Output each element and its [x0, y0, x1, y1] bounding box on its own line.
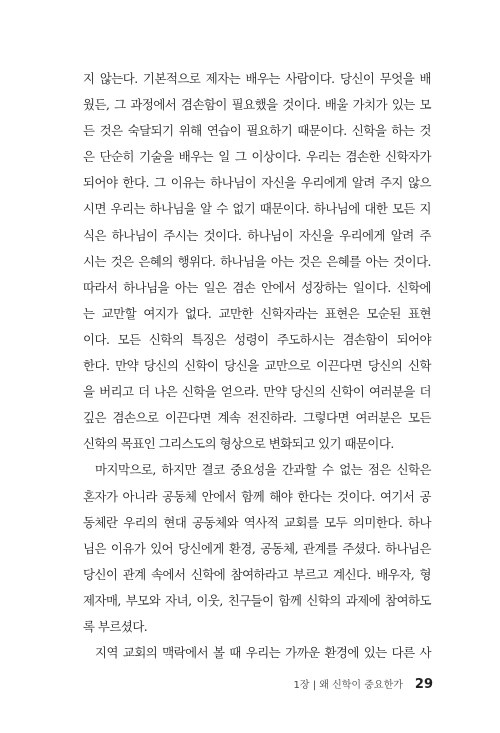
text-line: 혼자가 아니라 공동체 안에서 함께 해야 한다는 것이다. 여기서 공	[83, 488, 431, 504]
text-line: 님은 이유가 있어 당신에게 환경, 공동체, 관계를 주셨다. 하나님은	[83, 540, 431, 556]
text-line: 이다. 모든 신학의 특징은 성령이 주도하시는 겸손함이 되어야	[83, 331, 431, 347]
body-text	[83, 66, 431, 666]
text-line: 되어야 한다. 그 이유는 하나님이 자신을 우리에게 알려 주지 않으	[83, 175, 431, 191]
paragraph	[83, 640, 431, 666]
text-line: 마지막으로, 하지만 결코 중요성을 간과할 수 없는 점은 신학은	[95, 462, 431, 478]
text-line: 신학의 목표인 그리스도의 형상으로 변화되고 있기 때문이다.	[83, 436, 394, 452]
text-line: 제자매, 부모와 자녀, 이웃, 친구들이 함께 신학의 과제에 참여하도	[83, 592, 431, 608]
text-line: 는 교만할 여지가 없다. 교만한 신학자라는 표현은 모순된 표현	[83, 305, 431, 321]
text-line: 동체란 우리의 현대 공동체와 역사적 교회를 모두 의미한다. 하나	[83, 514, 431, 530]
text-line: 시면 우리는 하나님을 알 수 없기 때문이다. 하나님에 대한 모든 지	[83, 201, 431, 217]
text-line: 한다. 만약 당신의 신학이 당신을 교만으로 이끈다면 당신의 신학	[83, 358, 431, 374]
text-line: 따라서 하나님을 아는 일은 겸손 안에서 성장하는 일이다. 신학에	[83, 279, 431, 295]
text-line: 식은 하나님이 주시는 것이다. 하나님이 자신을 우리에게 알려 주	[83, 227, 431, 243]
text-line: 당신이 관계 속에서 신학에 참여하라고 부르고 계신다. 배우자, 형	[83, 566, 431, 582]
text-line: 록 부르셨다.	[83, 618, 148, 634]
paragraph	[83, 457, 431, 640]
chapter-title: 1장 | 왜 신학이 중요한가	[293, 680, 403, 691]
text-line: 지 않는다. 기본적으로 제자는 배우는 사람이다. 당신이 무엇을 배	[83, 71, 431, 86]
paragraph	[83, 66, 431, 457]
text-line: 든 것은 숙달되기 위해 연습이 필요하기 때문이다. 신학을 하는 것	[83, 123, 431, 139]
text-line: 깊은 겸손으로 이끈다면 계속 전진하라. 그렇다면 여러분은 모든	[83, 410, 431, 426]
text-line: 웠든, 그 과정에서 겸손함이 필요했을 것이다. 배울 가치가 있는 모	[83, 97, 431, 113]
text-line: 을 버리고 더 나은 신학을 얻으라. 만약 당신의 신학이 여러분을 더	[83, 384, 431, 400]
text-line: 시는 것은 은혜의 행위다. 하나님을 아는 것은 은혜를 아는 것이다.	[83, 253, 431, 269]
text-line: 지역 교회의 맥락에서 볼 때 우리는 가까운 환경에 있는 다른 사	[95, 645, 431, 661]
text-line: 은 단순히 기술을 배우는 일 그 이상이다. 우리는 겸손한 신학자가	[83, 149, 431, 165]
running-footer	[294, 676, 433, 692]
page-number: 29	[414, 677, 433, 692]
